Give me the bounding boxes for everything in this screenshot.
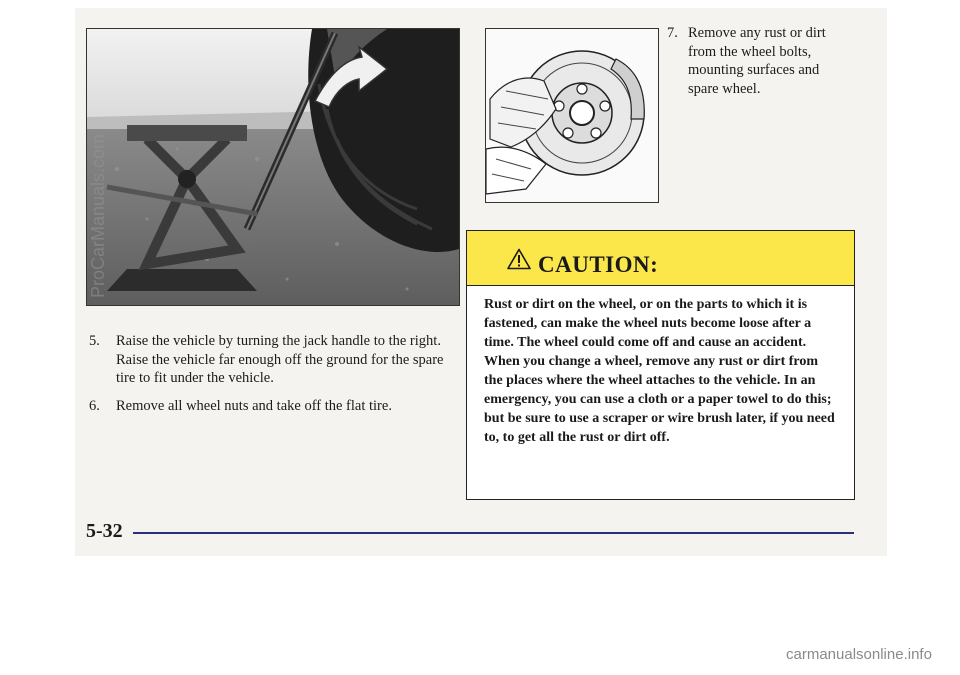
wheel-hub-cleaning-illustration: [485, 28, 659, 203]
page-number: 5-32: [86, 520, 123, 542]
jack-raising-vehicle-illustration: [86, 28, 460, 306]
caution-title: CAUTION:: [538, 252, 659, 277]
side-watermark: ProCarManuals.com: [88, 133, 108, 298]
caution-text: Rust or dirt on the wheel, or on the parts to which it is fastened, can make the wheel nuts become loose after a time. The wheel could come off and cause an accident. When you change a wheel, remove any rust or dirt from the places where the wheel attaches to the vehicle. In an emergency, you can use a cloth or a paper towel to do this; but be sure to use a scraper or wire brush later, if you need to, to get all the rust or dirt off.: [484, 297, 835, 445]
step-text: Remove any rust or dirt from the wheel bolts, mounting surfaces and spare wheel.: [688, 25, 826, 97]
footer-rule: [133, 532, 854, 534]
step-text: Raise the vehicle by turning the jack handle to the right. Raise the vehicle far enough off the ground for the spare tire to fit under the vehicle.: [116, 333, 444, 386]
step-number: 6.: [89, 398, 100, 414]
step-number: 7.: [667, 25, 678, 41]
bottom-watermark: carmanualsonline.info: [786, 646, 932, 663]
step-number: 5.: [89, 333, 100, 349]
caution-box: [466, 230, 855, 500]
warning-triangle-icon: [507, 248, 531, 275]
step-text: Remove all wheel nuts and take off the flat tire.: [116, 398, 392, 414]
caution-header: [467, 231, 854, 286]
